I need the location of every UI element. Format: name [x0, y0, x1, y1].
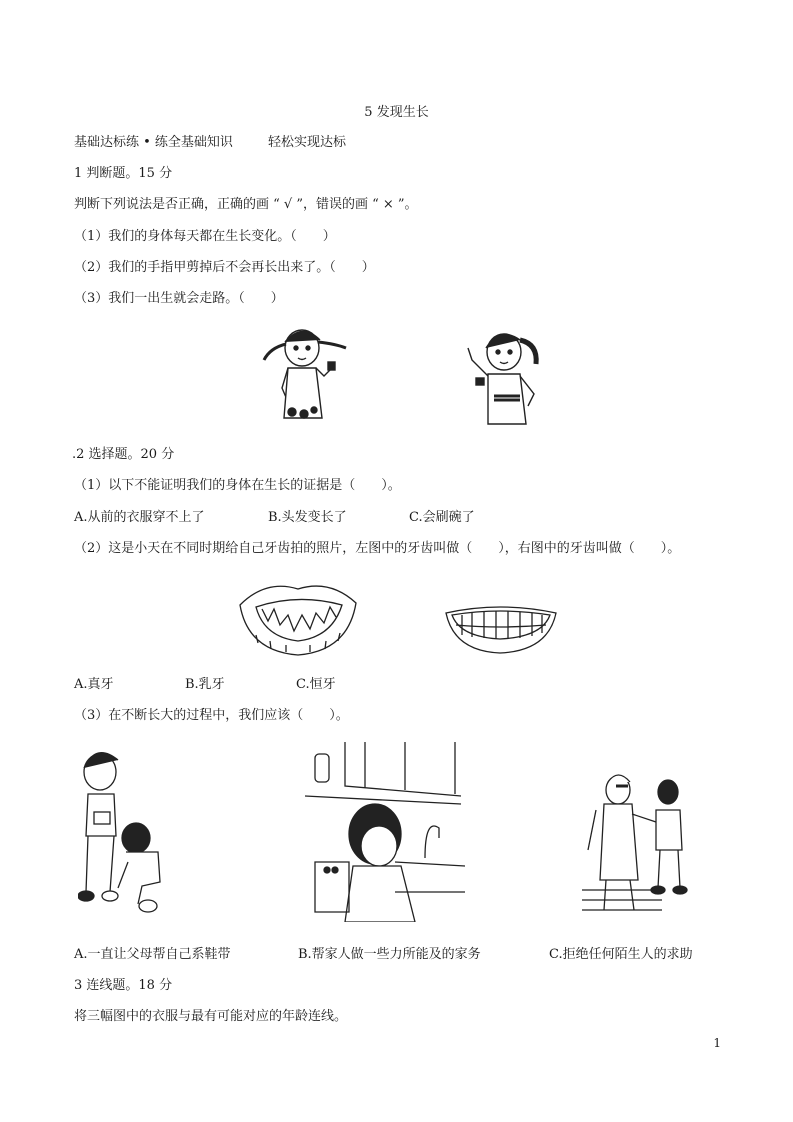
- judgment-item-1: （1）我们的身体每天都在生长变化。（ ）: [74, 229, 336, 244]
- question-2-3-option-c: C.拒绝任何陌生人的求助: [549, 947, 693, 962]
- question-2-3-option-b: B.帮家人做一些力所能及的家务: [298, 947, 481, 962]
- question-2-3-stem: （3）在不断长大的过程中，我们应该（ ）。: [74, 708, 349, 723]
- baby-teeth-mouth-illustration: [236, 575, 360, 659]
- page-title: 5 发现生长: [364, 105, 429, 120]
- subtitle-right: 轻松实现达标: [268, 135, 347, 150]
- girl-with-pigtails-illustration: [258, 318, 350, 436]
- subtitle-left: 基础达标练 • 练全基础知识: [74, 135, 233, 150]
- child-tying-shoelaces-illustration: [78, 742, 170, 918]
- section3-heading: 3 连线题。18 分: [74, 978, 173, 993]
- question-2-2-option-c: C.恒牙: [296, 677, 336, 692]
- section1-instruction: 判断下列说法是否正确，正确的画 “ √ ”，错误的画 “ × ”。: [74, 197, 418, 212]
- child-helping-elderly-illustration: [582, 770, 692, 920]
- question-2-2-option-b: B.乳牙: [185, 677, 225, 692]
- section2-heading: .2 选择题。20 分: [72, 447, 175, 462]
- permanent-teeth-mouth-illustration: [444, 603, 558, 655]
- judgment-item-3: （3）我们一出生就会走路。（ ）: [74, 291, 284, 306]
- question-2-2-option-a: A.真牙: [74, 677, 114, 692]
- girl-with-ponytail-illustration: [458, 320, 550, 436]
- question-2-3-option-a: A.一直让父母帮自己系鞋带: [74, 947, 231, 962]
- child-washing-dishes-illustration: [305, 742, 465, 922]
- section3-instruction: 将三幅图中的衣服与最有可能对应的年龄连线。: [74, 1009, 348, 1024]
- question-2-1-stem: （1）以下不能证明我们的身体在生长的证据是（ ）。: [74, 478, 401, 493]
- question-2-2-stem: （2）这是小天在不同时期给自己牙齿拍的照片，左图中的牙齿叫做（ ），右图中的牙齿叫做（ ）。: [74, 541, 681, 556]
- question-2-1-option-a: A.从前的衣服穿不上了: [74, 510, 205, 525]
- question-2-1-option-c: C.会刷碗了: [409, 510, 475, 525]
- section1-heading: 1 判断题。15 分: [74, 166, 173, 181]
- judgment-item-2: （2）我们的手指甲剪掉后不会再长出来了。（ ）: [74, 260, 375, 275]
- page-number: 1: [713, 1036, 721, 1050]
- question-2-1-option-b: B.头发变长了: [268, 510, 347, 525]
